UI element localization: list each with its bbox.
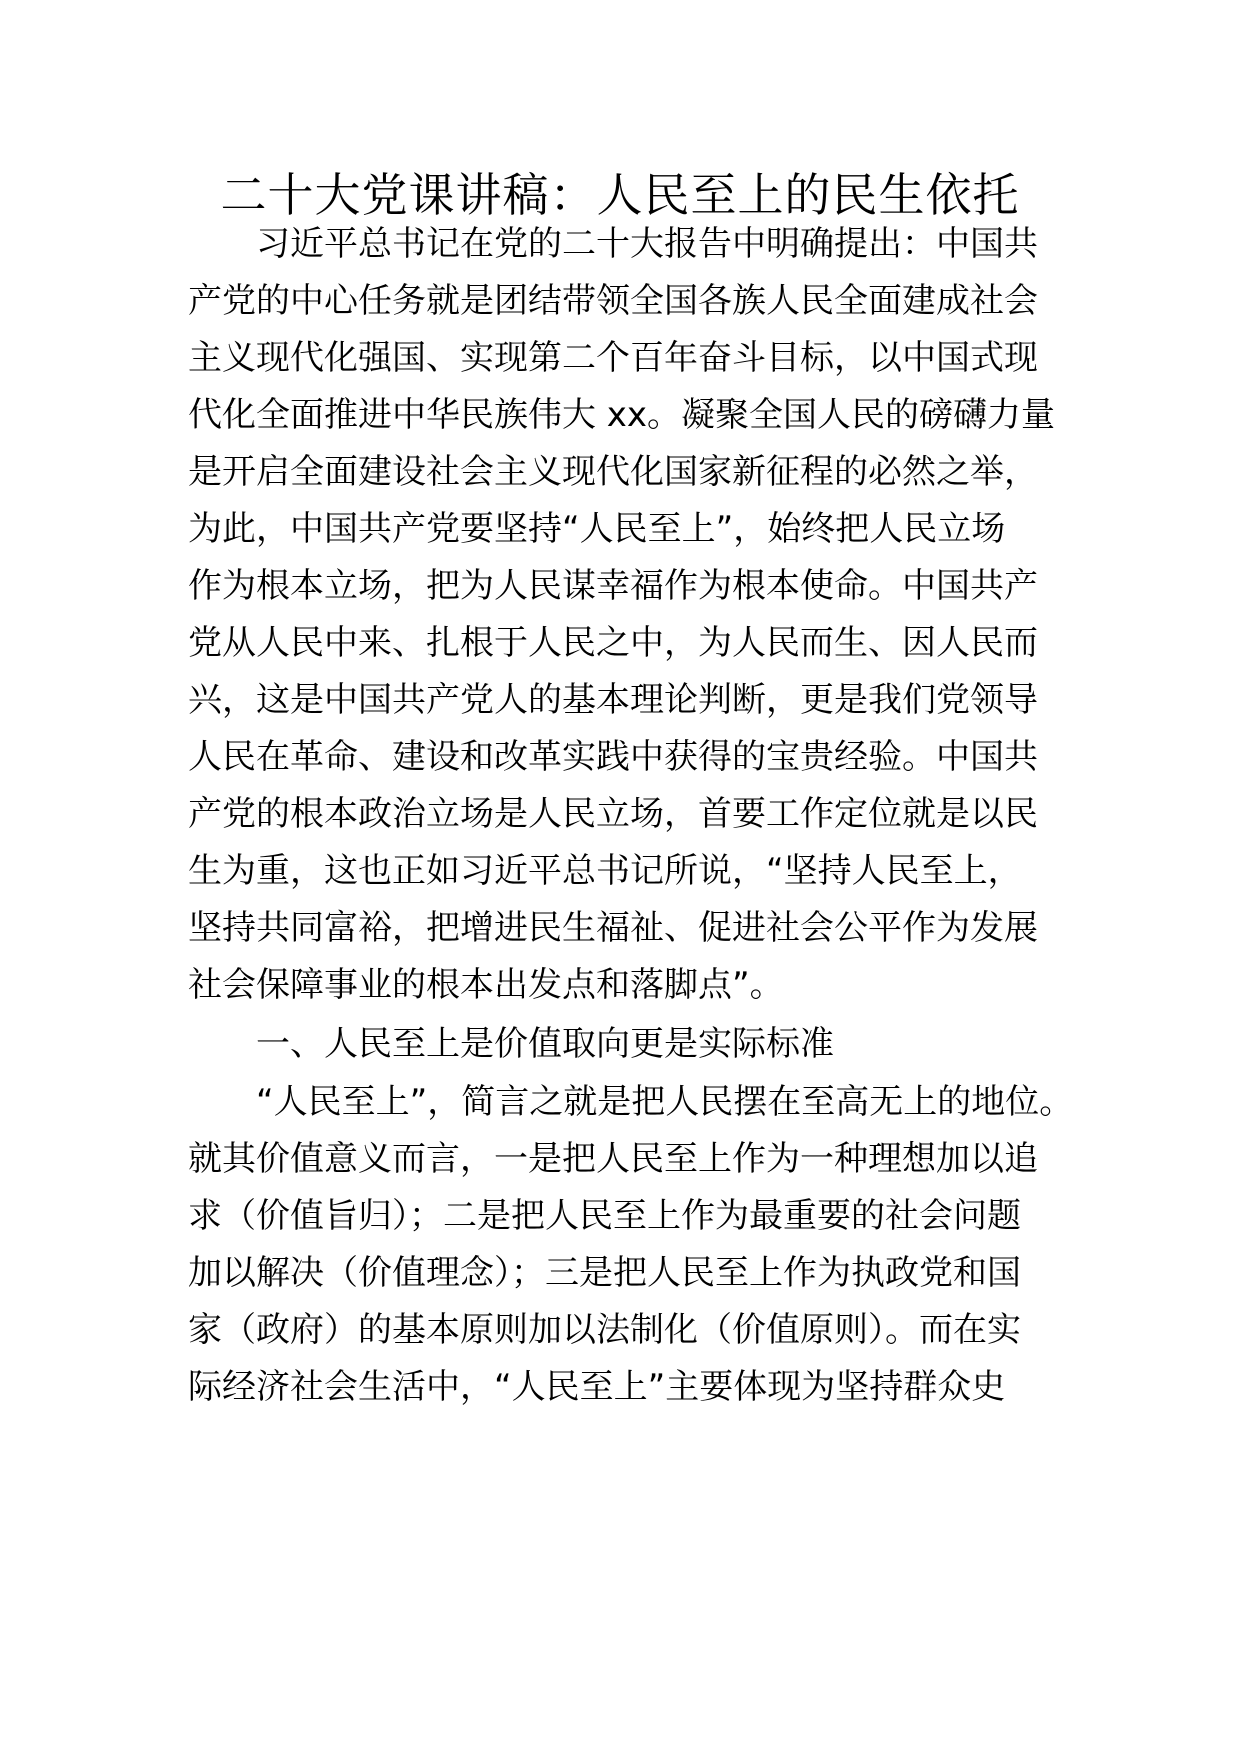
paragraph-line: 加以解决（价值理念）；三是把人民至上作为执政党和国 <box>188 1253 1021 1293</box>
paragraph-line: 社会保障事业的根本出发点和落脚点”。 <box>188 965 784 1005</box>
paragraph-line: 求（价值旨归）；二是把人民至上作为最重要的社会问题 <box>188 1196 1021 1236</box>
paragraph-line: 人民在革命、建设和改革实践中获得的宝贵经验。中国共 <box>188 737 1038 777</box>
paragraph-line: 为此，中国共产党要坚持“人民至上”，始终把人民立场 <box>188 509 1006 549</box>
paragraph-line: 产党的中心任务就是团结带领全国各族人民全面建成社会 <box>188 281 1038 321</box>
paragraph-line: 坚持共同富裕，把增进民生福祉、促进社会公平作为发展 <box>188 908 1038 948</box>
paragraph-line: 生为重，这也正如习近平总书记所说，“坚持人民至上， <box>188 851 1022 891</box>
document-title: 二十大党课讲稿：人民至上的民生依托 <box>220 168 1020 222</box>
paragraph-line: “人民至上”，简言之就是把人民摆在至高无上的地位。 <box>256 1082 1074 1122</box>
paragraph-line: 际经济社会生活中，“人民至上”主要体现为坚持群众史 <box>188 1367 1006 1407</box>
paragraph-line: 习近平总书记在党的二十大报告中明确提出：中国共 <box>256 224 1038 264</box>
paragraph-line: 党从人民中来、扎根于人民之中，为人民而生、因人民而 <box>188 623 1038 663</box>
paragraph-line: 作为根本立场，把为人民谋幸福作为根本使命。中国共产 <box>188 566 1038 606</box>
paragraph-line: 代化全面推进中华民族伟大 xx。凝聚全国人民的磅礴力量 <box>188 395 1056 435</box>
paragraph-line: 主义现代化强国、实现第二个百年奋斗目标，以中国式现 <box>188 338 1038 378</box>
paragraph-line: 产党的根本政治立场是人民立场，首要工作定位就是以民 <box>188 794 1038 834</box>
paragraph-line: 就其价值意义而言，一是把人民至上作为一种理想加以追 <box>188 1139 1038 1179</box>
section-heading: 一、人民至上是价值取向更是实际标准 <box>256 1024 834 1064</box>
paragraph-line: 兴，这是中国共产党人的基本理论判断，更是我们党领导 <box>188 680 1038 720</box>
paragraph-line: 家（政府）的基本原则加以法制化（价值原则）。而在实 <box>188 1310 1021 1350</box>
paragraph-line: 是开启全面建设社会主义现代化国家新征程的必然之举， <box>188 452 1038 492</box>
